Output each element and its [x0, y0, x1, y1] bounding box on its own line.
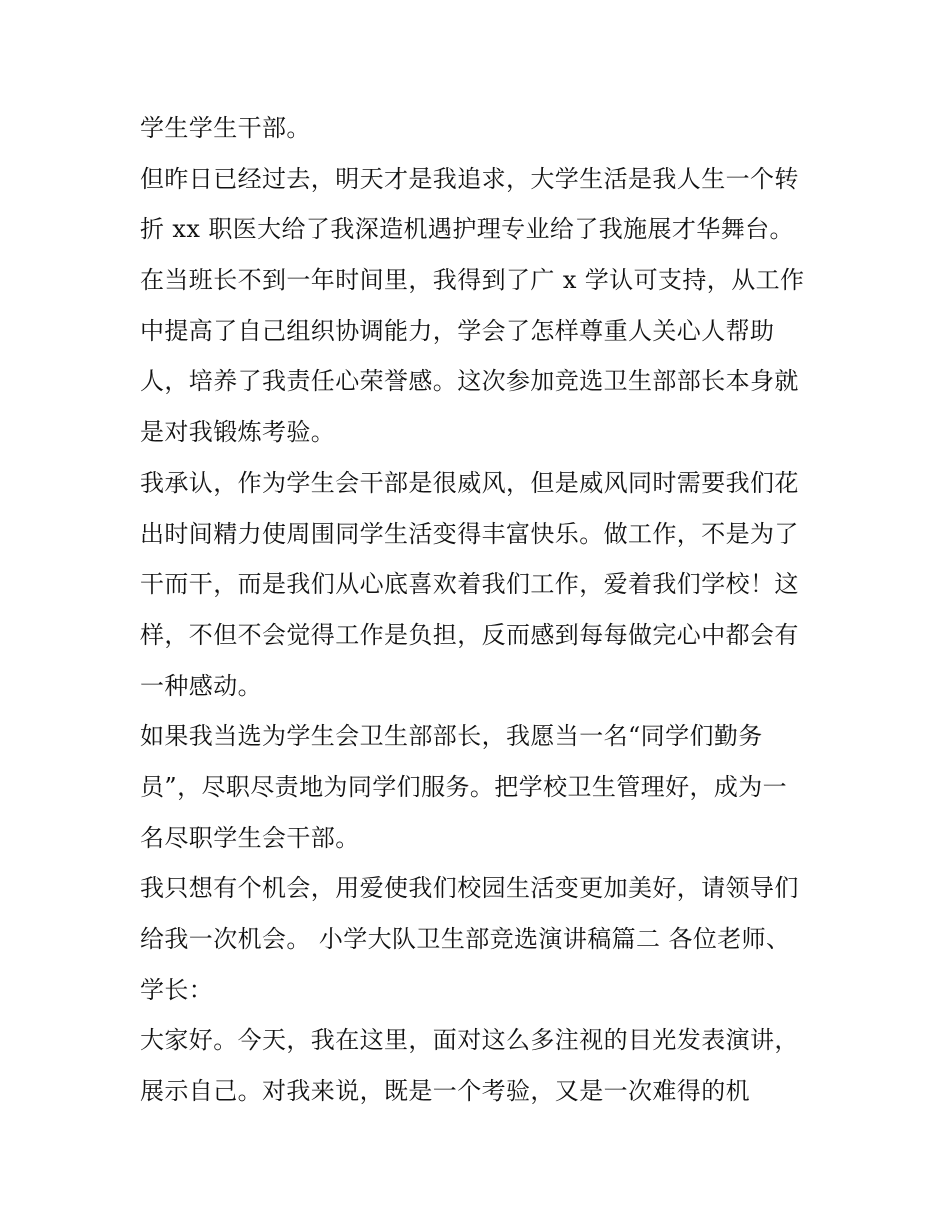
text-line: 人，培养了我责任心荣誉感。这次参加竞选卫生部部长本身就: [140, 367, 799, 396]
text-line: 样，不但不会觉得工作是负担，反而感到每每做完心中都会有: [140, 620, 799, 649]
text-line: 干而干，而是我们从心底喜欢着我们工作，爱着我们学校！这: [140, 570, 799, 599]
text-line: 大家好。今天，我在这里，面对这么多注视的目光发表演讲，: [140, 1026, 799, 1055]
text-line: 给我一次机会。 小学大队卫生部竞选演讲稿篇二 各位老师、: [140, 925, 791, 953]
text-line: 我只想有个机会，用爱使我们校园生活变更加美好，请领导们: [140, 874, 799, 903]
text-line: 中提高了自己组织协调能力，学会了怎样尊重人关心人帮助: [140, 316, 775, 345]
text-line: 是对我锻炼考验。: [140, 418, 336, 447]
text-line: 如果我当选为学生会卫生部部长，我愿当一名“同学们勤务: [140, 722, 763, 751]
text-line: 在当班长不到一年时间里，我得到了广 x 学认可支持，从工作: [140, 266, 805, 295]
text-line: 折 xx 职医大给了我深造机遇护理专业给了我施展才华舞台。: [140, 215, 794, 244]
text-line: 展示自己。对我来说，既是一个考验，又是一次难得的机: [140, 1077, 750, 1106]
text-line: 但昨日已经过去，明天才是我追求，大学生活是我人生一个转: [140, 164, 799, 193]
text-line: 我承认，作为学生会干部是很威风，但是威风同时需要我们花: [140, 468, 799, 497]
text-line: 名尽职学生会干部。: [140, 823, 360, 852]
text-line: 员”，尽职尽责地为同学们服务。把学校卫生管理好，成为一: [140, 772, 788, 801]
text-line: 学生学生干部。: [140, 114, 311, 142]
text-line: 一种感动。: [140, 671, 262, 700]
text-line: 出时间精力使周围同学生活变得丰富快乐。做工作，不是为了: [140, 519, 799, 548]
text-line: 学长：: [140, 975, 214, 1004]
document-body: [140, 108, 830, 1122]
